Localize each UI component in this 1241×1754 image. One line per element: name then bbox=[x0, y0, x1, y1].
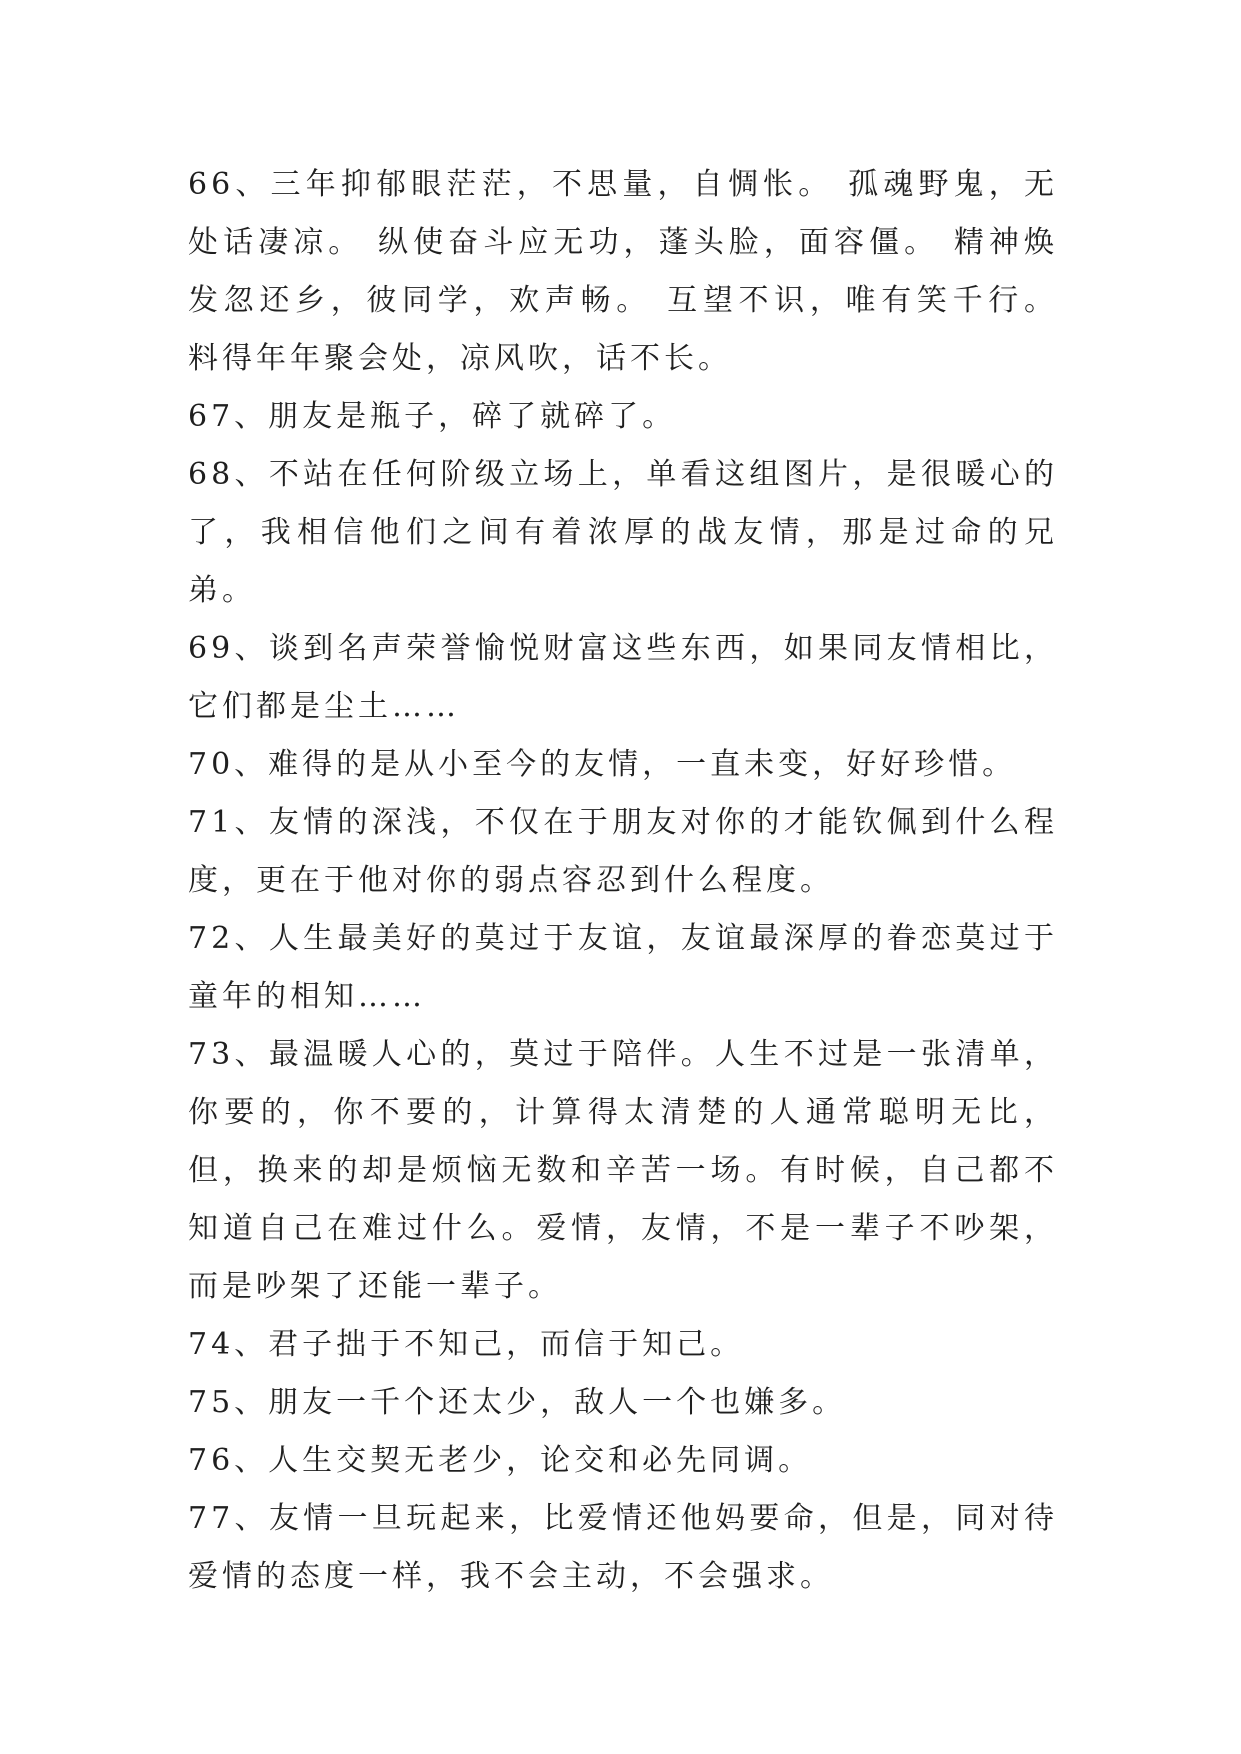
quote-73: 73、最温暖人心的，莫过于陪伴。人生不过是一张清单，你要的，你不要的，计算得太清楚的人通常聪明无比，但，换来的却是烦恼无数和辛苦一场。有时候，自己都不知道自己在难过什么。爱情，友情，不是一辈子不吵架，而是吵架了还能一辈子。 bbox=[188, 1037, 1058, 1304]
quote-77: 77、友情一旦玩起来，比爱情还他妈要命，但是，同对待爱情的态度一样，我不会主动，不会强求。 bbox=[188, 1501, 1058, 1594]
quote-66: 66、三年抑郁眼茫茫，不思量，自惆怅。 孤魂野鬼，无处话凄凉。 纵使奋斗应无功，蓬头脸，面容僵。 精神焕发忽还乡，彼同学，欢声畅。 互望不识，唯有笑千行。 料得年年聚会处，凉风吹，话不长。 bbox=[188, 167, 1058, 376]
quote-76: 76、人生交契无老少，论交和必先同调。 bbox=[188, 1443, 813, 1478]
quote-69: 69、谈到名声荣誉愉悦财富这些东西，如果同友情相比，它们都是尘土…… bbox=[188, 631, 1058, 724]
quote-75: 75、朋友一千个还太少，敌人一个也嫌多。 bbox=[188, 1385, 847, 1420]
quote-68: 68、不站在任何阶级立场上，单看这组图片，是很暖心的了，我相信他们之间有着浓厚的战友情，那是过命的兄弟。 bbox=[188, 457, 1058, 608]
quote-71: 71、友情的深浅，不仅在于朋友对你的才能钦佩到什么程度，更在于他对你的弱点容忍到什么程度。 bbox=[188, 805, 1058, 898]
quote-list bbox=[188, 156, 1058, 1606]
quote-70: 70、难得的是从小至今的友情，一直未变，好好珍惜。 bbox=[188, 747, 1017, 782]
quote-72: 72、人生最美好的莫过于友谊，友谊最深厚的眷恋莫过于童年的相知…… bbox=[188, 921, 1058, 1014]
quote-74: 74、君子拙于不知己，而信于知己。 bbox=[188, 1327, 745, 1362]
quote-67: 67、朋友是瓶子，碎了就碎了。 bbox=[188, 399, 677, 434]
